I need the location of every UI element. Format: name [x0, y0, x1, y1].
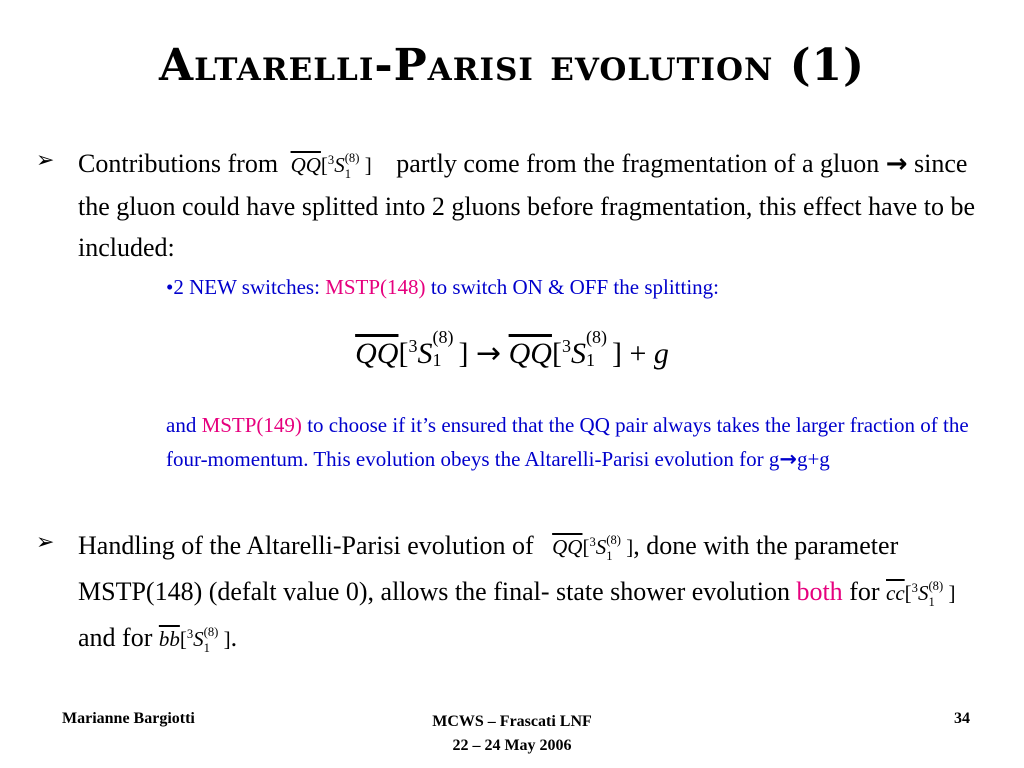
footer-date: 22 – 24 May 2006	[452, 737, 572, 754]
arrow-bullet-icon: ➢	[36, 530, 55, 555]
bullet-handling	[36, 522, 996, 660]
splitting-equation: $\overline{QQ}[^3S$ (8) 1 ] → $\overline{QQ}[^3S$ (8) 1 ] + g	[355, 327, 669, 371]
mstp149-label: MSTP(149)	[201, 413, 302, 437]
qq-formula: $\overline{QQ}[^3S$ (8) 1 ]	[552, 533, 634, 563]
qq-formula: $\overline{QQ}[^3S$ (8) 1 ]	[290, 151, 372, 181]
sub-bullet-mstp149: and MSTP(149) to choose if it’s ensured that the QQ pair always takes the larger fraction of the four-momentum. This evolution obeys the Altarelli-Parisi evolution for g→g+g	[166, 413, 969, 471]
footer-event-name: MCWS – Frascati LNF	[432, 713, 592, 730]
right-arrow-icon: →	[885, 149, 908, 179]
arrow-bullet-icon: ➢	[36, 148, 55, 173]
both-emphasis: both	[796, 577, 843, 606]
slide-title: Altarelli-Parisi evolution (1)	[159, 40, 865, 91]
bullet1-post: partly come from the fragmentation of a gluon	[389, 149, 886, 178]
cc-formula: $\overline{cc}[^3S$ (8) 1 ]	[886, 579, 956, 609]
bullet1-post2: since the gluon could have splitted into 2 gluons before fragmentation, this effect have to be included:	[78, 149, 975, 262]
bullet1-pre: Contributions from	[78, 149, 285, 178]
bullet-text: Handling of the Altarelli-Parisi evolution of $\overline{QQ}[^3S$ (8) 1 ], done with the parameter MSTP(148) (defalt value 0), allows the final- state shower evolution both for $\overline{cc}[^3S$ (8) 1 ] and for $\overline{bb}[^3S$ (8) 1 ].	[78, 531, 956, 655]
bb-formula: $\overline{bb}[^3S$ (8) 1 ]	[158, 625, 231, 655]
footer-event	[380, 710, 644, 758]
mstp148-label: MSTP(148)	[325, 275, 426, 299]
right-arrow-icon: →	[779, 447, 797, 471]
bullet-text	[78, 140, 996, 268]
footer-author: Marianne Bargiotti	[62, 710, 195, 727]
bullet-contributions	[36, 140, 996, 268]
sub-bullet-switches: •2 NEW switches: MSTP(148) to switch ON & OFF the splitting:	[166, 275, 719, 299]
arrow-icon: →	[475, 336, 502, 371]
page-number: 34	[954, 710, 970, 727]
